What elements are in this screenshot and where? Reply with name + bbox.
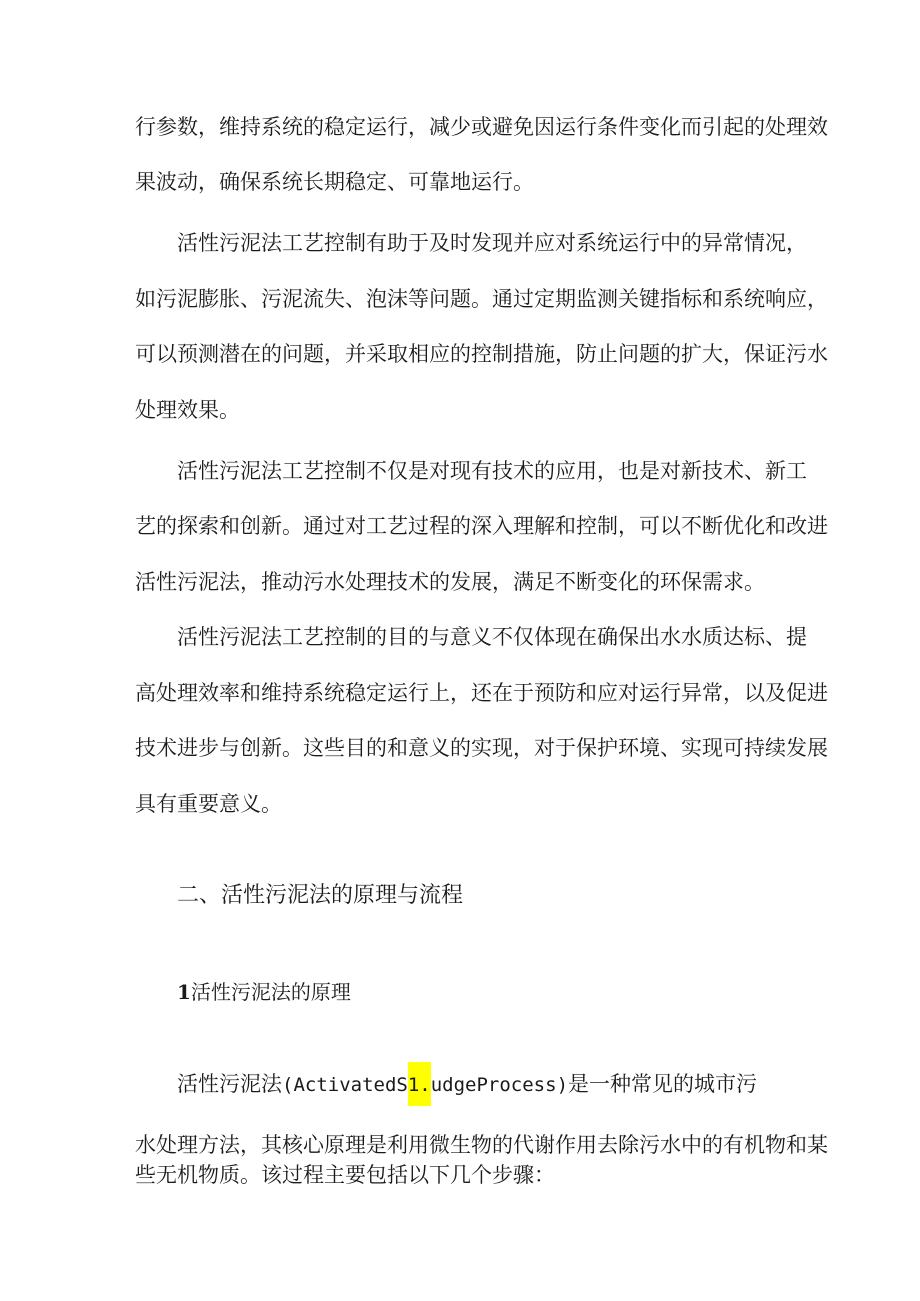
text-line: 活性污泥法工艺控制的目的与意义不仅体现在确保出水水质达标、提 [177, 625, 807, 649]
text-line: 具有重要意义。 [135, 792, 282, 816]
text-line: 活性污泥法工艺控制有助于及时发现并应对系统运行中的异常情况， [177, 231, 807, 255]
text-line: 活性污泥法工艺控制不仅是对现有技术的应用，也是对新技术、新工 [177, 459, 807, 483]
english-term-rest: udgeProcess) [430, 1074, 569, 1096]
section-heading: 二、活性污泥法的原理与流程 [177, 883, 464, 908]
text-line: 水处理方法，其核心原理是利用微生物的代谢作用去除污水中的有机物和某 [135, 1133, 828, 1157]
text-line: 艺的探索和创新。通过对工艺过程的深入理解和控制，可以不断优化和改进 [135, 514, 828, 538]
highlighted-text: 1. [408, 1062, 431, 1106]
text-line: 技术进步与创新。这些目的和意义的实现，对于保护环境、实现可持续发展 [135, 736, 828, 760]
term-suffix: 是一种常见的城市污 [568, 1072, 758, 1096]
principle-line [177, 1069, 757, 1100]
text-line: 行参数，维持系统的稳定运行，减少或避免因运行条件变化而引起的处理效 [135, 115, 828, 139]
text-line: 活性污泥法，推动污水处理技术的发展，满足不断变化的环保需求。 [135, 570, 765, 594]
text-line: 高处理效率和维持系统稳定运行上，还在于预防和应对运行异常，以及促进 [135, 681, 828, 705]
text-line: 如污泥膨胀、污泥流失、泡沫等问题。通过定期监测关键指标和系统响应， [135, 287, 828, 311]
term-prefix: 活性污泥法 [177, 1072, 282, 1096]
text-line: 果波动，确保系统长期稳定、可靠地运行。 [135, 170, 534, 194]
subsection-number: 1 [177, 980, 191, 1004]
english-term: (ActivatedS [282, 1074, 408, 1096]
text-line: 处理效果。 [135, 398, 240, 422]
text-line: 些无机物质。该过程主要包括以下几个步骤： [135, 1163, 555, 1187]
subsection-heading [177, 977, 351, 1007]
subsection-title: 活性污泥法的原理 [190, 980, 351, 1004]
text-line: 可以预测潜在的问题，并采取相应的控制措施，防止问题的扩大，保证污水 [135, 342, 828, 366]
